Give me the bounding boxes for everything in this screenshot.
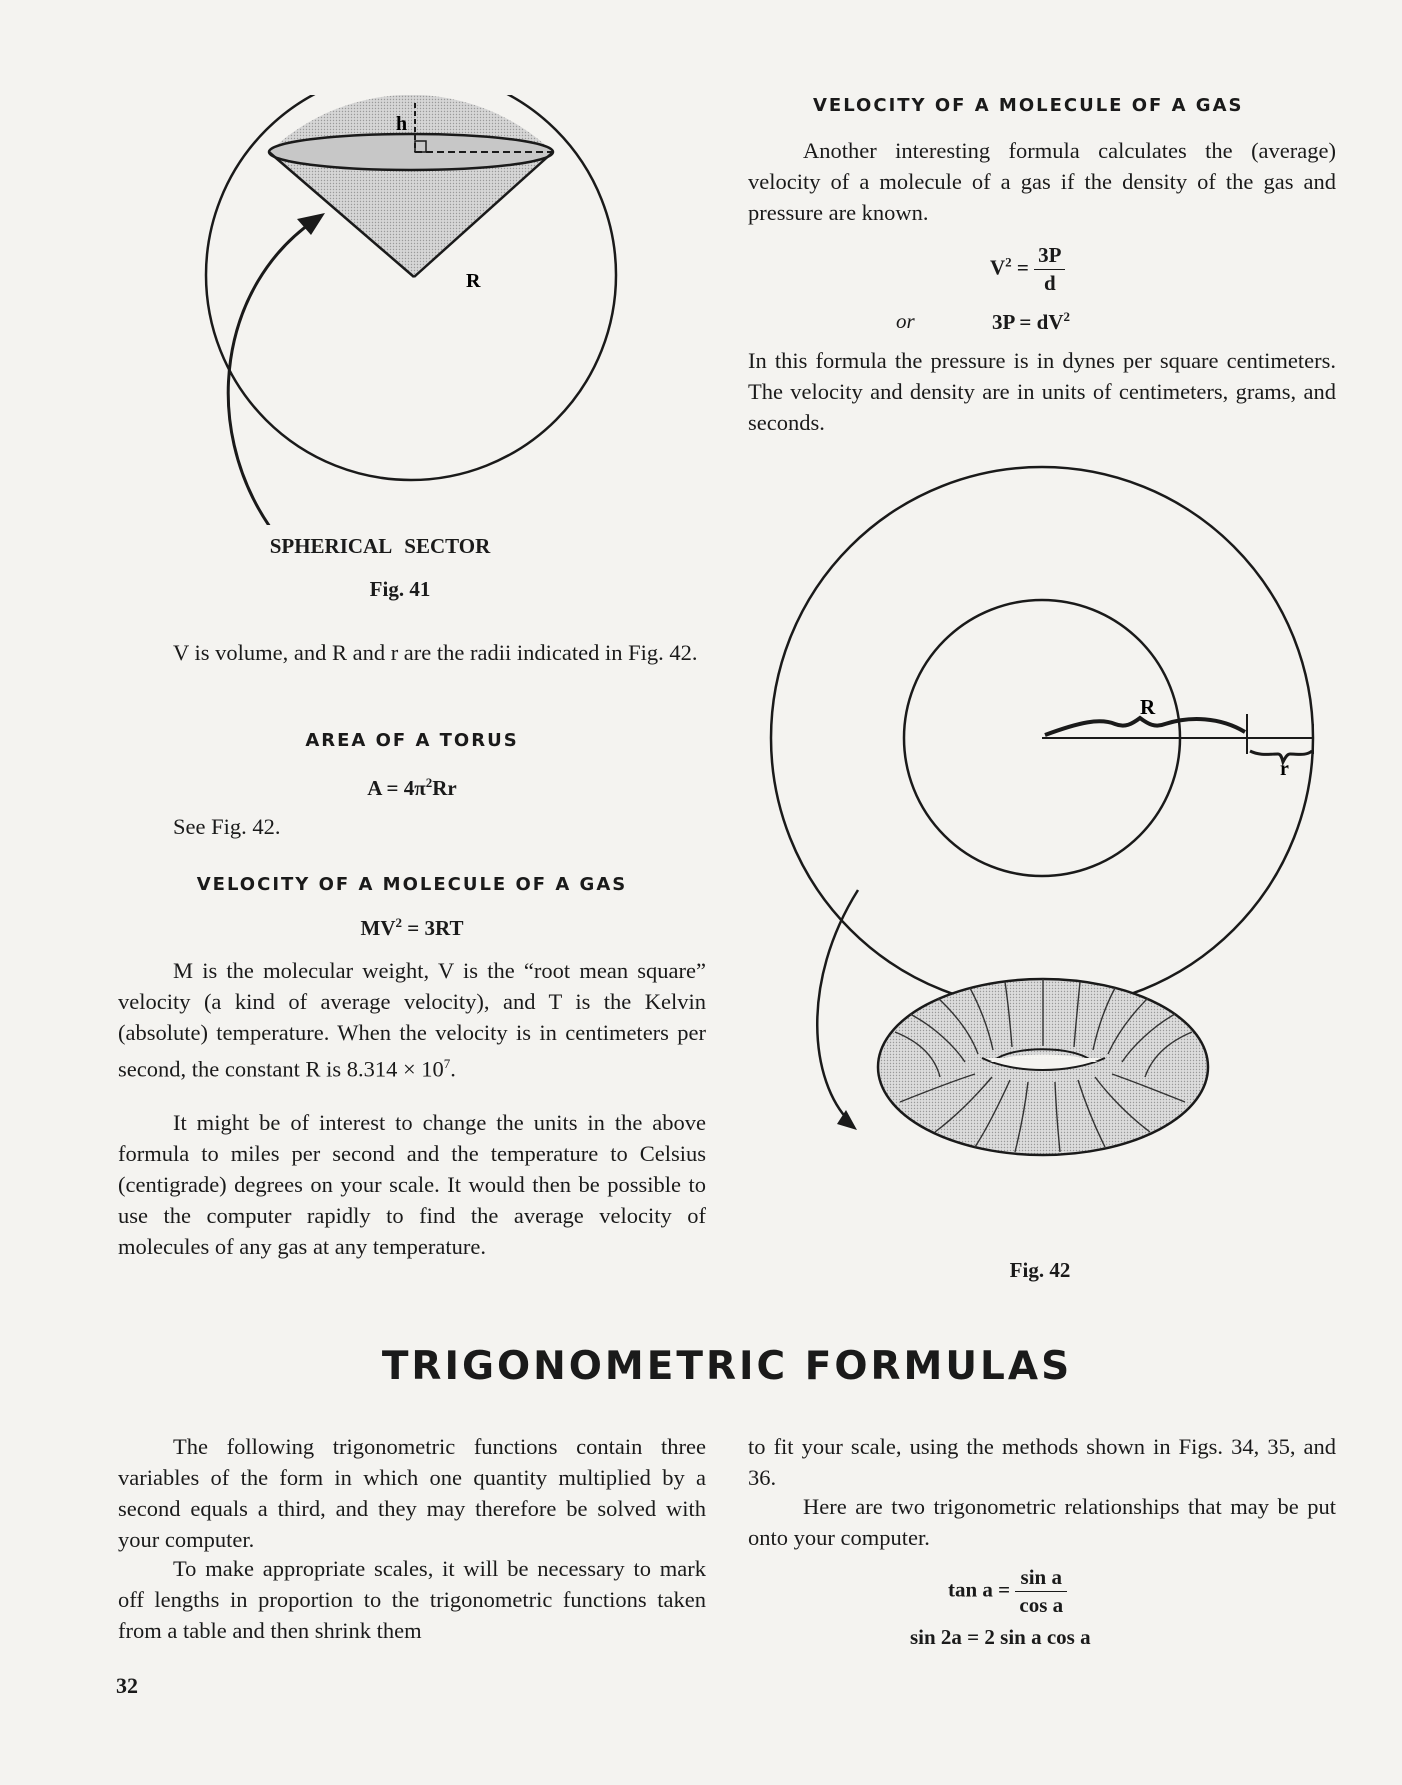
left-torus-formula: $A = 4\pi^2Rr$	[367, 775, 457, 800]
right-or-word: or	[896, 309, 915, 333]
exponent: 7	[443, 1056, 451, 1071]
trig-formula-tan: tan a = $\frac{\text{sin a}}{\text{cos a}}$	[948, 1565, 1067, 1618]
gas-formula-rhs: = 3RT	[402, 916, 464, 940]
fig42-brace-R	[1045, 718, 1245, 735]
left-para-molecular: M is the molecular weight, V is the “root mean square” velocity (a kind of average velocity), and T is the Kelvin (absolute) temperature. When the velocity is in centimeters per second, the constant R is $8.314 \times 10^7$.	[118, 958, 706, 1082]
trig-para-1: The following trigonometric functions contain three variables of the form in which one quantity multiplied by a second equals a third, and they may therefore be solved with your computer.	[118, 1434, 706, 1552]
left-torus-heading: AREA OF A TORUS	[305, 730, 519, 751]
trig-section-title: TRIGONOMETRIC FORMULAS	[381, 1344, 1073, 1389]
page-number: 32	[116, 1673, 138, 1698]
fig42-torus-diagram	[760, 462, 1340, 1242]
fraction-sin-over-cos: $\frac{\text{sin a}}{\text{cos a}}$	[1015, 1565, 1067, 1618]
fig42-caption: Fig. 42	[1009, 1258, 1071, 1282]
left-gas-formula: $MV^2 = 3RT$	[360, 915, 464, 940]
left-gas-heading: VELOCITY OF A MOLECULE OF A GAS	[196, 874, 628, 895]
right-para-another: Another interesting formula calculates the (average) velocity of a molecule of a gas if the density of the gas and pressure are known.	[748, 138, 1336, 225]
right-gas-heading: VELOCITY OF A MOLECULE OF A GAS	[813, 95, 1244, 116]
trig-para-3: to fit your scale, using the methods shown in Figs. 34, 35, and 36.	[748, 1434, 1336, 1490]
fraction-3P-over-d: $\frac{3P}{d}$	[1034, 243, 1065, 296]
trig-formula-sin2a: sin 2a = 2 sin a cos a	[910, 1625, 1091, 1649]
fig41-shaded-sector	[269, 95, 553, 277]
fig41-spherical-sector-diagram	[200, 95, 640, 525]
right-para-pressure: In this formula the pressure is in dynes per square centimeters. The velocity and density are in units of centimeters, grams, and seconds.	[748, 348, 1336, 435]
fig41-arrow	[228, 220, 315, 525]
fig42-label-r: r	[1280, 758, 1289, 780]
fig41-cap-base-ellipse	[269, 134, 553, 170]
left-see-fig: See Fig. 42.	[173, 814, 281, 839]
trig-para-4: Here are two trigonometric relationships that may be put onto your computer.	[748, 1494, 1336, 1550]
right-formula-3P: $3P = dV^2$	[992, 309, 1070, 334]
fig42-arrowhead	[837, 1110, 857, 1130]
fig42-label-R: R	[1140, 695, 1156, 719]
fig41-title: SPHERICAL SECTOR	[269, 534, 491, 558]
torus-formula-rhs: Rr	[432, 776, 457, 800]
right-formula-velocity: $V^2$ = $\frac{3P}{d}$	[990, 243, 1140, 296]
fig41-label-h: h	[396, 113, 408, 135]
fig41-label-R: R	[466, 270, 481, 292]
trig-para-2: To make appropriate scales, it will be necessary to mark off lengths in proportion to the trigonometric functions taken from a table and then shrink them	[118, 1556, 706, 1643]
left-para-molecular-text: M is the molecular weight, V is the “root mean square” velocity (a kind of average velocity), and T is the Kelvin (absolute) temperature. When the velocity is in centimeters per second, the constant R is 8.314 × 10	[118, 958, 706, 1082]
torus-formula-lhs: A = 4π	[367, 776, 426, 800]
fig42-torus-3d	[878, 979, 1208, 1155]
fig42-arrow	[817, 890, 858, 1122]
gas-formula-lhs: MV	[360, 916, 396, 940]
left-para-units: It might be of interest to change the units in the above formula to miles per second and the temperature to Celsius (centigrade) degrees on your scale. It would then be possible to use the computer rapidly to find the average velocity of molecules of any gas at any temperature.	[118, 1110, 706, 1259]
left-para-volume: V is volume, and R and r are the radii indicated in Fig. 42.	[173, 640, 698, 665]
fig41-caption: Fig. 41	[369, 577, 431, 601]
